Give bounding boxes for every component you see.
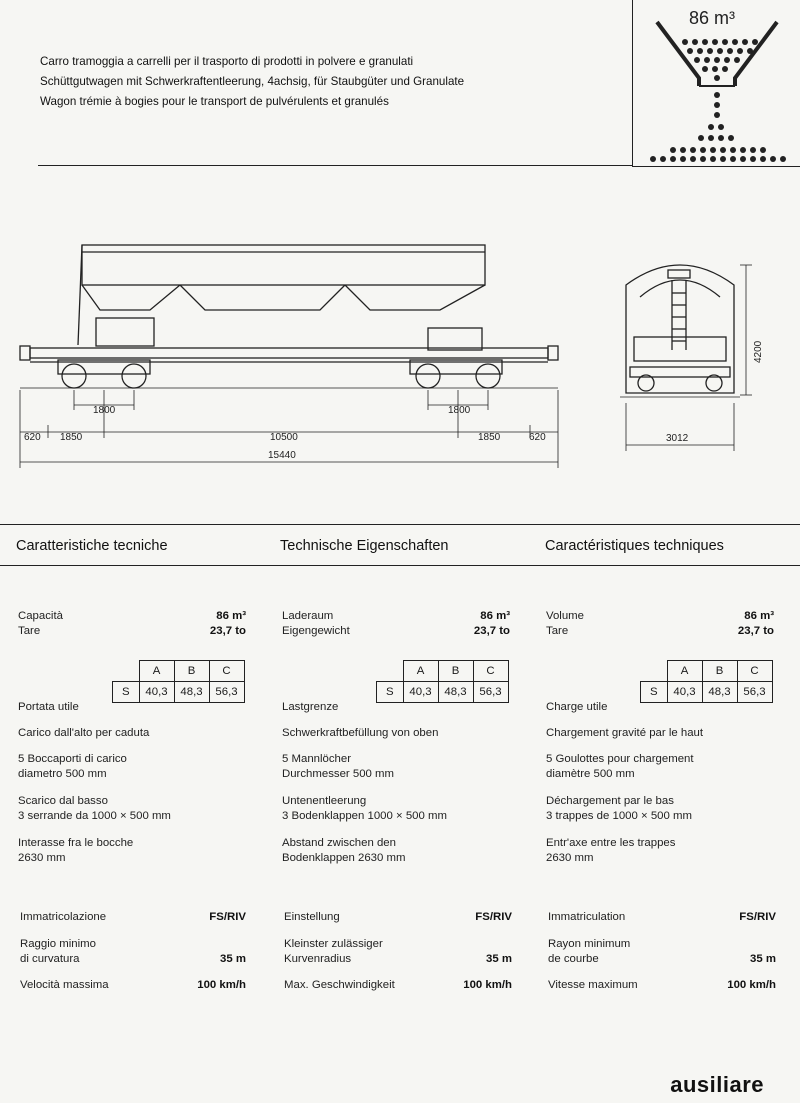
- payload-col-c: C: [209, 661, 244, 682]
- dim-end-height: 4200: [753, 340, 764, 363]
- dim-pivot-right: 1850: [478, 432, 501, 443]
- capacity-value-fr: 86 m³: [744, 610, 774, 622]
- intro-line-de: Schüttgutwagen mit Schwerkraftentleerung, 4achsig, für Staubgüter und Granulate: [40, 75, 465, 88]
- loading-it: Carico dall'alto per caduta: [18, 727, 150, 739]
- capacity-value-it: 86 m³: [216, 610, 246, 622]
- tare-label-de: Eigengewicht: [282, 625, 350, 637]
- payload-col-a: A: [139, 661, 174, 682]
- payload-row-label: S: [641, 682, 668, 703]
- intro-line-it: Carro tramoggia a carrelli per il trasporto di prodotti in polvere e granulati: [40, 55, 414, 68]
- hatches-de-1: 5 Mannlöcher: [282, 753, 352, 765]
- end-elevation-drawing: [610, 245, 790, 455]
- speed-label-it: Velocità massima: [20, 979, 109, 991]
- payload-col-b: B: [438, 661, 473, 682]
- dim-pivot-distance: 10500: [270, 432, 298, 443]
- form-code: [0, 1043, 1, 1070]
- payload-value-b: 48,3: [438, 682, 473, 703]
- radius-label-it-2: di curvatura: [20, 953, 80, 965]
- hatches-it-2: diametro 500 mm: [18, 768, 107, 780]
- payload-table-it: [112, 660, 245, 703]
- payload-label-de: Lastgrenze: [282, 701, 339, 713]
- radius-value-de: 35 m: [486, 953, 512, 965]
- radius-label-fr-2: de courbe: [548, 953, 599, 965]
- registration-label-de: Einstellung: [284, 911, 340, 923]
- dim-end-width: 3012: [666, 433, 689, 444]
- capacity-label-de: Laderaum: [282, 610, 334, 622]
- speed-value-it: 100 km/h: [197, 979, 246, 991]
- hatches-de-2: Durchmesser 500 mm: [282, 768, 395, 780]
- radius-label-fr-1: Rayon minimum: [548, 938, 631, 950]
- radius-label-de-1: Kleinster zulässiger: [284, 938, 383, 950]
- capacity-value-de: 86 m³: [480, 610, 510, 622]
- dim-overhang-left: 620: [24, 432, 41, 443]
- registration-value-it: FS/RIV: [209, 911, 246, 923]
- payload-label-fr: Charge utile: [546, 701, 608, 713]
- speed-label-fr: Vitesse maximum: [548, 979, 638, 991]
- payload-row-label: S: [113, 682, 140, 703]
- payload-col-c: C: [473, 661, 508, 682]
- tare-value-it: 23,7 to: [209, 625, 246, 637]
- brand-logo: ausiliare: [670, 1072, 764, 1097]
- speed-value-fr: 100 km/h: [727, 979, 776, 991]
- side-elevation-drawing: [0, 200, 600, 480]
- payload-value-a: 40,3: [667, 682, 702, 703]
- payload-table-fr: [640, 660, 773, 703]
- payload-label-it: Portata utile: [18, 701, 79, 713]
- payload-value-c: 56,3: [209, 682, 244, 703]
- radius-value-it: 35 m: [220, 953, 246, 965]
- specs-top-rule: [0, 524, 800, 525]
- speed-value-de: 100 km/h: [463, 979, 512, 991]
- payload-value-c: 56,3: [473, 682, 508, 703]
- heading-de: Technische Eigenschaften: [280, 538, 449, 554]
- heading-it: Caratteristiche tecniche: [16, 538, 168, 554]
- spacing-fr-1: Entr'axe entre les trappes: [546, 837, 676, 849]
- loading-de: Schwerkraftbefüllung von oben: [282, 727, 439, 739]
- capacity-label-fr: Volume: [546, 610, 584, 622]
- radius-value-fr: 35 m: [750, 953, 776, 965]
- dim-length-over-buffers: 15440: [268, 450, 296, 461]
- payload-col-b: B: [174, 661, 209, 682]
- radius-label-de-2: Kurvenradius: [284, 953, 352, 965]
- dim-bogie-left: 1800: [93, 405, 116, 416]
- capacity-badge: [632, 0, 800, 167]
- radius-label-it-1: Raggio minimo: [20, 938, 96, 950]
- spacing-de-1: Abstand zwischen den: [282, 837, 396, 849]
- unloading-fr-1: Déchargement par le bas: [546, 795, 674, 807]
- speed-label-de: Max. Geschwindigkeit: [284, 979, 395, 991]
- payload-col-c: C: [737, 661, 772, 682]
- registration-value-fr: FS/RIV: [739, 911, 776, 923]
- payload-col-a: A: [667, 661, 702, 682]
- tare-label-it: Tare: [18, 625, 41, 637]
- tare-label-fr: Tare: [546, 625, 569, 637]
- specs-heading-rule: [0, 565, 800, 566]
- registration-value-de: FS/RIV: [475, 911, 512, 923]
- payload-value-b: 48,3: [702, 682, 737, 703]
- registration-label-fr: Immatriculation: [548, 911, 626, 923]
- capacity-label-it: Capacità: [18, 610, 63, 622]
- hatches-fr-1: 5 Goulottes pour chargement: [546, 753, 694, 765]
- hopper-pictogram-icon: [633, 0, 800, 164]
- hatches-it-1: 5 Boccaporti di carico: [18, 753, 127, 765]
- unloading-it-1: Scarico dal basso: [18, 795, 108, 807]
- payload-col-a: A: [403, 661, 438, 682]
- dim-pivot-left: 1850: [60, 432, 83, 443]
- dim-bogie-right: 1800: [448, 405, 471, 416]
- unloading-de-1: Untenentleerung: [282, 795, 367, 807]
- payload-value-a: 40,3: [403, 682, 438, 703]
- unloading-it-2: 3 serrande da 1000 × 500 mm: [18, 810, 171, 822]
- dim-overhang-right: 620: [529, 432, 546, 443]
- payload-value-b: 48,3: [174, 682, 209, 703]
- intro-rule: [38, 165, 632, 166]
- payload-value-a: 40,3: [139, 682, 174, 703]
- payload-table-de: [376, 660, 509, 703]
- spacing-fr-2: 2630 mm: [546, 852, 594, 864]
- tare-value-de: 23,7 to: [473, 625, 510, 637]
- loading-fr: Chargement gravité par le haut: [546, 727, 704, 739]
- tare-value-fr: 23,7 to: [737, 625, 774, 637]
- payload-col-b: B: [702, 661, 737, 682]
- heading-fr: Caractéristiques techniques: [545, 538, 724, 554]
- unloading-fr-2: 3 trappes de 1000 × 500 mm: [546, 810, 692, 822]
- intro-line-fr: Wagon trémie à bogies pour le transport de pulvérulents et granulés: [40, 95, 389, 108]
- hatches-fr-2: diamètre 500 mm: [546, 768, 635, 780]
- intro-text: [40, 52, 464, 112]
- registration-label-it: Immatricolazione: [20, 911, 107, 923]
- unloading-de-2: 3 Bodenklappen 1000 × 500 mm: [282, 810, 447, 822]
- capacity-badge-label: 86 m³: [689, 8, 736, 28]
- spacing-it-1: Interasse fra le bocche: [18, 837, 134, 849]
- payload-row-label: S: [377, 682, 404, 703]
- payload-value-c: 56,3: [737, 682, 772, 703]
- spacing-de-2: Bodenklappen 2630 mm: [282, 852, 406, 864]
- spacing-it-2: 2630 mm: [18, 852, 66, 864]
